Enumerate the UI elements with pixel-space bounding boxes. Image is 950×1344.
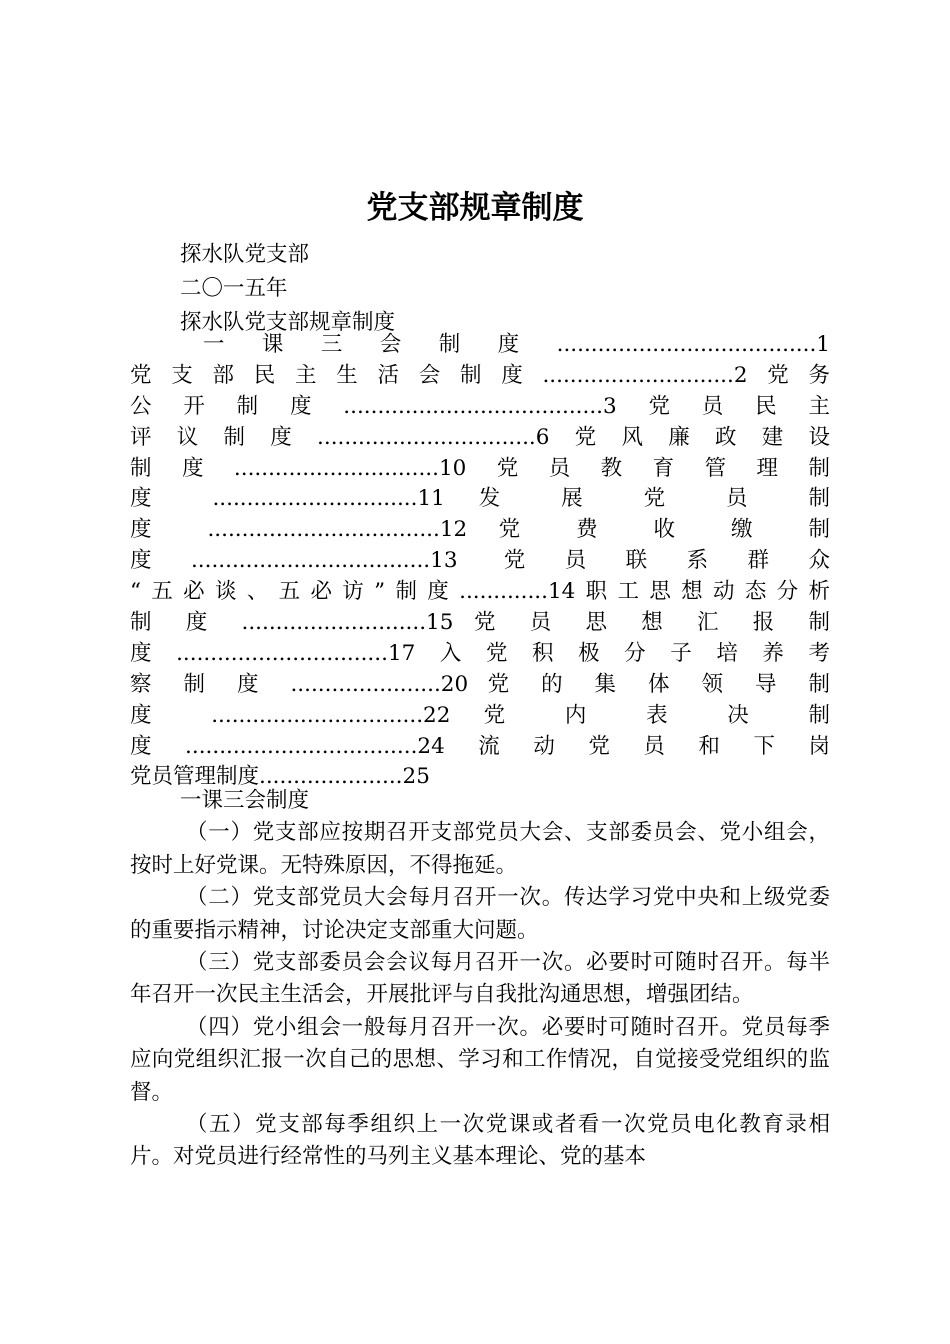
toc-line: 制 度 ...........................15 党 员 思 想 汇 报 制 <box>130 610 830 636</box>
toc-line: 一课三会制度......................................1 <box>203 332 830 357</box>
section-heading: 一课三会制度 <box>180 788 310 813</box>
toc-line: 评议制度................................6党风廉政建设 <box>130 424 830 450</box>
body-paragraph: （四）党小组会一般每月召开一次。必要时可随时召开。党员每季应向党组织汇报一次自己的思想、学习和工作情况，自觉接受党组织的监督。 <box>130 1014 830 1105</box>
body-paragraph: （五）党支部每季组织上一次党课或者看一次党员电化教育录相片。对党员进行经常性的马列主义基本理论、党的基本 <box>130 1112 830 1170</box>
toc-line: 度..................................24流动党员和下岗 <box>130 733 830 759</box>
toc-line: 公开制度......................................3党员民主 <box>130 393 830 419</box>
toc-line: 制度..............................10党员教育管理制 <box>130 455 830 481</box>
toc-line: 度...................................13 党员联系群众 <box>130 548 830 574</box>
toc-line: 度 ...............................22 党 内 表 决 制 <box>130 702 830 728</box>
body-paragraph: （一）党支部应按期召开支部党员大会、支部委员会、党小组会，按时上好党课。无特殊原因，不得拖延。 <box>130 820 830 878</box>
document-header <box>130 238 830 340</box>
toc-line: 度 ..................................12 党 费 收 缴 制 <box>130 517 830 543</box>
document-subtitle: 探水队党支部规章制度 <box>180 310 396 335</box>
table-of-contents <box>130 330 830 793</box>
toc-line: 党员管理制度.....................25 <box>130 764 430 790</box>
toc-line: 度...............................17入党积极分子培养考 <box>130 640 830 666</box>
document-year: 二〇一五年 <box>180 276 288 301</box>
toc-line: “五必谈、五必访”制度.............14职工思想动态分析 <box>130 579 830 605</box>
document-body <box>130 785 830 1174</box>
document-title: 党支部规章制度 <box>366 190 584 226</box>
toc-line: 度 ..............................11 发 展 党 员 制 <box>130 486 830 512</box>
body-paragraph: （三）党支部委员会会议每月召开一次。必要时可随时召开。每半年召开一次民主生活会，开展批评与自我批沟通思想，增强团结。 <box>130 950 830 1008</box>
body-paragraph: （二）党支部党员大会每月召开一次。传达学习党中央和上级党委的重要指示精神，讨论决定支部重大问题。 <box>130 885 830 943</box>
toc-line: 党支部民主生活会制度............................2党务 <box>130 362 830 388</box>
organization-name: 探水队党支部 <box>180 242 310 267</box>
toc-line: 察 制 度 ......................20 党 的 集 体 领 导 制 <box>130 671 830 697</box>
